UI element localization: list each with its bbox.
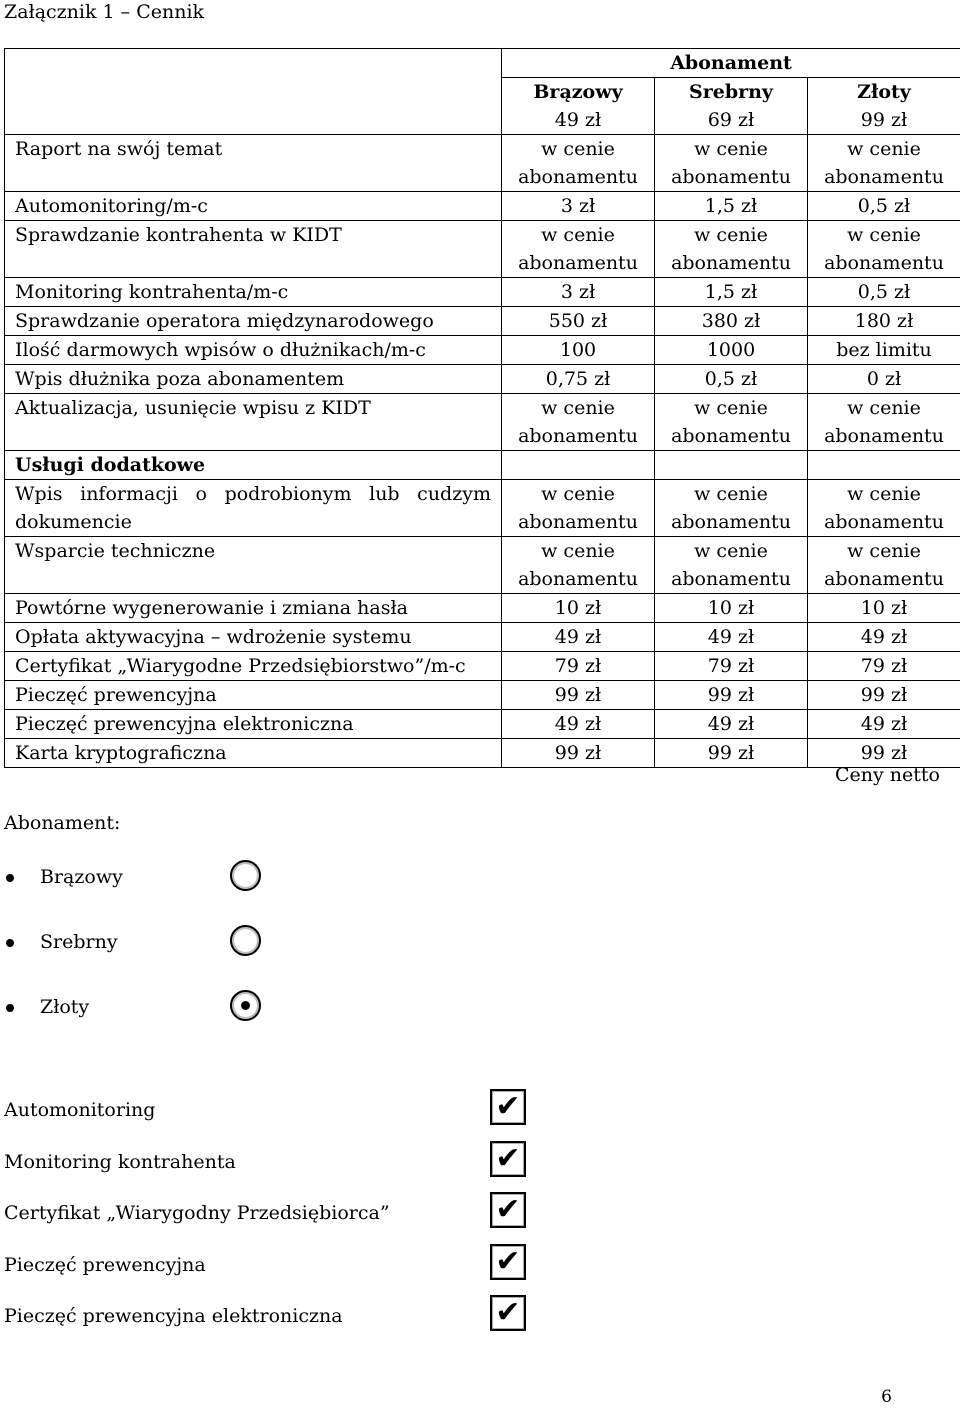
radio-button[interactable] (230, 860, 261, 891)
price-cell (808, 394, 960, 451)
page-number: 6 (881, 1387, 892, 1407)
subscription-option (0, 923, 280, 963)
price-cell-line: w cenie (694, 540, 768, 562)
header-empty-cell (5, 78, 502, 107)
checkmark-icon: ✔ (495, 1295, 521, 1330)
price-cell: 79 zł (655, 652, 808, 681)
price-cell-line: w cenie (694, 483, 768, 505)
price-cell-line: w cenie (541, 224, 615, 246)
row-label: Pieczęć prewencyjna elektroniczna (5, 710, 502, 739)
row-label: Wpis dłużnika poza abonamentem (5, 365, 502, 394)
price-cell: 10 zł (502, 594, 655, 623)
price-cell: 10 zł (808, 594, 960, 623)
price-cell: 380 zł (655, 307, 808, 336)
bullet-icon (6, 939, 14, 947)
price-cell-line: w cenie (541, 483, 615, 505)
checkmark-icon: ✔ (495, 1192, 521, 1227)
price-cell (502, 480, 655, 537)
price-cell: 180 zł (808, 307, 960, 336)
service-item (0, 1244, 540, 1284)
price-cell-line: w cenie (847, 540, 921, 562)
row-label: Sprawdzanie kontrahenta w KIDT (5, 221, 502, 278)
price-cell-line: abonamentu (824, 568, 944, 590)
price-cell (808, 221, 960, 278)
price-cell (655, 537, 808, 594)
price-cell-line: abonamentu (671, 425, 791, 447)
table-row (5, 739, 960, 768)
price-cell-line: abonamentu (671, 511, 791, 533)
price-cell (808, 537, 960, 594)
checkmark-icon: ✔ (495, 1244, 521, 1279)
empty-cell (655, 451, 808, 480)
price-cell: 0 zł (808, 365, 960, 394)
price-cell-line: w cenie (541, 540, 615, 562)
table-row (5, 623, 960, 652)
service-label: Certyfikat „Wiarygodny Przedsiębiorca” (4, 1202, 390, 1224)
price-cell: 79 zł (808, 652, 960, 681)
option-label: Złoty (40, 996, 90, 1018)
price-cell: 49 zł (808, 710, 960, 739)
price-cell: 99 zł (655, 681, 808, 710)
service-label: Monitoring kontrahenta (4, 1151, 236, 1173)
price-cell-line: abonamentu (824, 511, 944, 533)
radio-button[interactable] (230, 990, 261, 1021)
service-label: Pieczęć prewencyjna (4, 1254, 206, 1276)
header-row-group (5, 49, 960, 78)
header-price-brazowy: 49 zł (502, 106, 655, 135)
service-label: Pieczęć prewencyjna elektroniczna (4, 1305, 343, 1327)
price-cell-line: abonamentu (671, 252, 791, 274)
price-cell (655, 394, 808, 451)
price-cell: 100 (502, 336, 655, 365)
price-cell: 49 zł (808, 623, 960, 652)
subscription-option (0, 988, 280, 1028)
service-item (0, 1295, 540, 1335)
price-cell (655, 480, 808, 537)
header-group-label: Abonament (502, 49, 960, 78)
option-label: Brązowy (40, 866, 123, 888)
price-cell-line: w cenie (847, 483, 921, 505)
price-cell (808, 480, 960, 537)
checkmark-icon: ✔ (495, 1141, 521, 1176)
price-cell-line: w cenie (847, 224, 921, 246)
row-label: Certyfikat „Wiarygodne Przedsiębiorstwo”/m-c (5, 652, 502, 681)
checkbox[interactable] (490, 1192, 526, 1228)
price-cell-line: abonamentu (518, 252, 638, 274)
table-row (5, 537, 960, 594)
table-row (5, 192, 960, 221)
price-cell-line: w cenie (847, 138, 921, 160)
price-cell-line: w cenie (541, 397, 615, 419)
price-cell: 0,75 zł (502, 365, 655, 394)
table-row (5, 394, 960, 451)
price-cell: 1000 (655, 336, 808, 365)
price-cell: 49 zł (502, 623, 655, 652)
header-price-srebrny: 69 zł (655, 106, 808, 135)
price-cell-line: abonamentu (824, 425, 944, 447)
table-row (5, 652, 960, 681)
table-row (5, 710, 960, 739)
header-plan-zloty: Złoty (808, 78, 960, 107)
price-cell-line: w cenie (541, 138, 615, 160)
price-cell (502, 394, 655, 451)
row-label: Wsparcie techniczne (5, 537, 502, 594)
row-label: Wpis informacji o podrobionym lub cudzym dokumencie (5, 480, 502, 537)
price-cell: 10 zł (655, 594, 808, 623)
price-cell: 49 zł (502, 710, 655, 739)
price-cell: 99 zł (655, 739, 808, 768)
table-row (5, 221, 960, 278)
row-label: Aktualizacja, usunięcie wpisu z KIDT (5, 394, 502, 451)
price-cell-line: abonamentu (824, 252, 944, 274)
price-cell-line: abonamentu (671, 568, 791, 590)
header-empty-cell (5, 106, 502, 135)
row-label: Ilość darmowych wpisów o dłużnikach/m-c (5, 336, 502, 365)
table-row (5, 480, 960, 537)
price-cell: 99 zł (502, 681, 655, 710)
price-cell: 3 zł (502, 192, 655, 221)
radio-selected-dot-icon (241, 1001, 250, 1010)
row-label: Powtórne wygenerowanie i zmiana hasła (5, 594, 502, 623)
subscription-option (0, 858, 280, 898)
row-label: Monitoring kontrahenta/m-c (5, 278, 502, 307)
section-label: Usługi dodatkowe (5, 451, 502, 480)
price-cell: 3 zł (502, 278, 655, 307)
price-cell: 0,5 zł (655, 365, 808, 394)
header-plan-srebrny: Srebrny (655, 78, 808, 107)
price-cell: bez limitu (808, 336, 960, 365)
header-plan-brazowy: Brązowy (502, 78, 655, 107)
price-cell: 1,5 zł (655, 192, 808, 221)
price-cell-line: w cenie (694, 397, 768, 419)
header-price-zloty: 99 zł (808, 106, 960, 135)
price-cell (808, 135, 960, 192)
price-cell (502, 537, 655, 594)
header-row-plans (5, 78, 960, 107)
price-cell-line: w cenie (694, 224, 768, 246)
price-cell-line: abonamentu (671, 166, 791, 188)
option-label: Srebrny (40, 931, 118, 953)
table-row (5, 307, 960, 336)
price-cell: 99 zł (502, 739, 655, 768)
service-item (0, 1192, 540, 1232)
radio-button[interactable] (230, 925, 261, 956)
price-cell-line: abonamentu (518, 511, 638, 533)
section-row (5, 451, 960, 480)
checkbox[interactable] (490, 1141, 526, 1177)
price-cell-line: w cenie (694, 138, 768, 160)
table-row (5, 681, 960, 710)
price-cell: 49 zł (655, 710, 808, 739)
checkbox[interactable] (490, 1295, 526, 1331)
table-row (5, 336, 960, 365)
header-row-prices (5, 106, 960, 135)
checkmark-icon: ✔ (495, 1089, 521, 1124)
price-cell: 99 zł (808, 739, 960, 768)
row-label: Opłata aktywacyjna – wdrożenie systemu (5, 623, 502, 652)
price-cell: 0,5 zł (808, 278, 960, 307)
empty-cell (808, 451, 960, 480)
bullet-icon (6, 1004, 14, 1012)
empty-cell (502, 451, 655, 480)
subscription-heading: Abonament: (4, 812, 121, 834)
row-label: Raport na swój temat (5, 135, 502, 192)
service-item (0, 1089, 540, 1129)
row-label: Automonitoring/m-c (5, 192, 502, 221)
table-row (5, 365, 960, 394)
price-cell-line: abonamentu (518, 425, 638, 447)
net-prices-note: Ceny netto (835, 764, 940, 786)
price-cell: 1,5 zł (655, 278, 808, 307)
table-row (5, 278, 960, 307)
price-cell: 49 zł (655, 623, 808, 652)
price-cell (655, 221, 808, 278)
service-label: Automonitoring (4, 1099, 156, 1121)
row-label: Sprawdzanie operatora międzynarodowego (5, 307, 502, 336)
page-title: Załącznik 1 – Cennik (4, 1, 205, 23)
row-label: Pieczęć prewencyjna (5, 681, 502, 710)
price-cell-line: abonamentu (518, 568, 638, 590)
table-row (5, 594, 960, 623)
bullet-icon (6, 874, 14, 882)
price-cell (502, 221, 655, 278)
price-cell-line: abonamentu (518, 166, 638, 188)
row-label: Karta kryptograficzna (5, 739, 502, 768)
checkbox[interactable] (490, 1089, 526, 1125)
service-item (0, 1141, 540, 1181)
price-cell (655, 135, 808, 192)
price-cell: 550 zł (502, 307, 655, 336)
header-empty-cell (5, 49, 502, 78)
price-cell-line: w cenie (847, 397, 921, 419)
price-cell: 0,5 zł (808, 192, 960, 221)
price-cell (502, 135, 655, 192)
price-cell: 79 zł (502, 652, 655, 681)
table-row (5, 135, 960, 192)
price-cell-line: abonamentu (824, 166, 944, 188)
price-table (4, 48, 960, 768)
checkbox[interactable] (490, 1244, 526, 1280)
price-cell: 99 zł (808, 681, 960, 710)
